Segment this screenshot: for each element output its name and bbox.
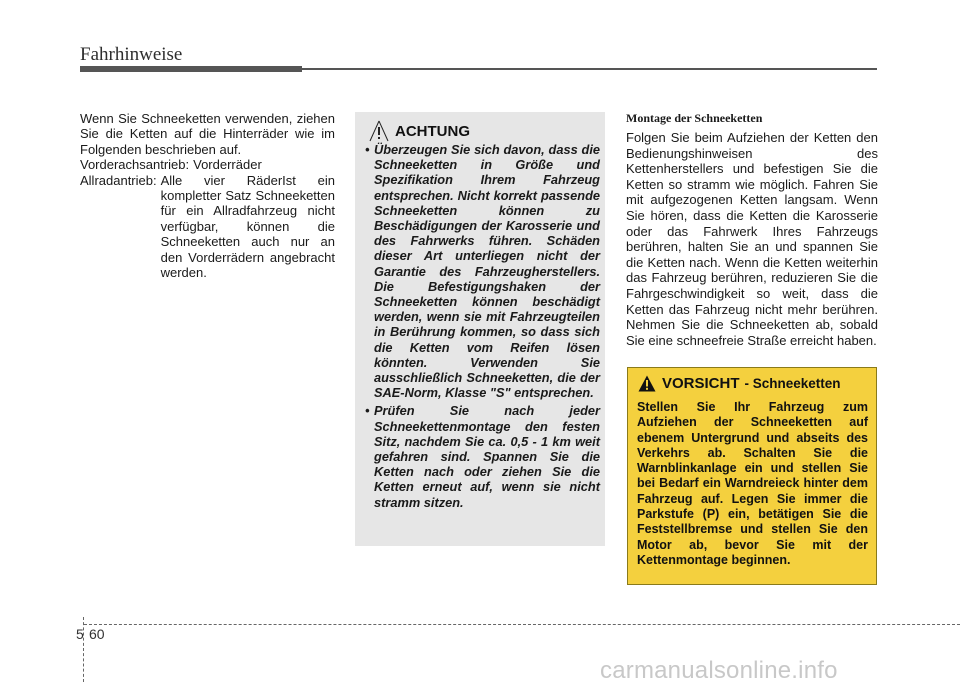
awd-row [80, 173, 335, 281]
front-drive-value: Vorderräder [193, 157, 262, 173]
warning-outline-icon [369, 120, 389, 142]
front-drive-row [80, 157, 335, 172]
achtung-bullet-text: Prüfen Sie nach jeder Schneekettenmontage den festen Sitz, nachdem Sie ca. 0,5 - 1 km weit gefahren sind. Spannen Sie die Ketten nach oder ziehen Sie die Ketten erneut auf, wenn sie nicht stramm sitzen. [374, 403, 600, 510]
vorsicht-subtitle: - Schneeketten [744, 376, 841, 391]
awd-label: Allradantrieb: [80, 172, 157, 188]
bullet-dot-icon: • [365, 142, 370, 157]
achtung-body [365, 142, 600, 513]
front-drive-label: Vorderachsantrieb: [80, 157, 190, 173]
header-rule-thin [302, 68, 877, 70]
achtung-bullet [365, 403, 600, 509]
montage-heading: Montage der Schneeketten [626, 111, 763, 125]
achtung-bullet-text: Überzeugen Sie sich davon, dass die Schneeketten in Größe und Spezifikation Ihrem Fahrzeug entsprechen. Nicht korrekt passende Schneeketten können zu Beschädigungen der Karosserie und des Fahrwerks führen. Schäden dieser Art unterliegen nicht der Garantie des Fahrzeugherstellers. Die Befestigungshaken der Schneeketten können beschädigt werden, wenn sie mit Fahrzeugteilen in Berührung kommen, so dass sich die Ketten vom Reifen lösen könnten. Verwenden Sie ausschließlich Schneeketten, die der SAE-Norm, Klasse "S" entsprechen. [374, 142, 600, 401]
page-header-title: Fahrhinweise [80, 44, 183, 65]
achtung-header [369, 120, 470, 142]
right-column [626, 111, 878, 348]
warning-filled-icon [638, 375, 656, 392]
watermark: carmanualsonline.info [600, 657, 838, 684]
achtung-box [355, 112, 605, 546]
achtung-title: ACHTUNG [395, 122, 470, 140]
bullet-dot-icon: • [365, 403, 370, 419]
vorsicht-box [627, 367, 877, 585]
footer-horizontal-divider [84, 624, 960, 625]
header-rule-thick [80, 66, 302, 72]
montage-body: Folgen Sie beim Aufziehen der Ketten den Bedienungshinweisen des Kettenherstellers und befestigen Sie die Ketten so stramm wie möglich. Fahren Sie mit aufgezogenen Ketten langsam. Wenn Sie hören, dass die Ketten die Karosserie oder das Fahrwerk Ihres Fahrzeugs berühren, halten Sie an und spannen Sie die Ketten nach. Wenn die Ketten weiterhin das Fahrzeug berühren, reduzieren Sie die Fahrgeschwindigkeit so weit, dass die Ketten das Fahrzeug nicht mehr berühren. Nehmen Sie die Schneeketten ab, sobald Sie eine schneefreie Straße erreicht haben. [626, 130, 878, 348]
achtung-bullet [365, 142, 600, 400]
page-number: 60 [89, 626, 105, 642]
vorsicht-body: Stellen Sie Ihr Fahrzeug zum Aufziehen der Schneeketten auf ebenem Untergrund und abseits des Verkehrs ab. Schalten Sie die Warnblinkanlage ein und stellen Sie bei Bedarf ein Warndreieck hinter dem Fahrzeug auf. Legen Sie immer die Parkstufe (P) ein, betätigen Sie die Feststellbremse und stellen Sie den Motor ab, bevor Sie mit der Kettenmontage beginnen. [637, 400, 868, 567]
vorsicht-title: VORSICHT [662, 375, 740, 392]
intro-paragraph: Wenn Sie Schneeketten verwenden, ziehen Sie die Ketten auf die Hinterräder wie im Folgenden beschrieben auf. [80, 111, 335, 157]
left-column [80, 111, 335, 280]
awd-value: Alle vier RäderIst ein kompletter Satz Schneeketten für ein Allradfahrzeug nicht verfügbar, können die Schneeketten auch nur an den Vorderrädern angebracht werden. [160, 172, 335, 281]
vorsicht-header [638, 375, 841, 392]
section-number: 5 [76, 626, 84, 642]
